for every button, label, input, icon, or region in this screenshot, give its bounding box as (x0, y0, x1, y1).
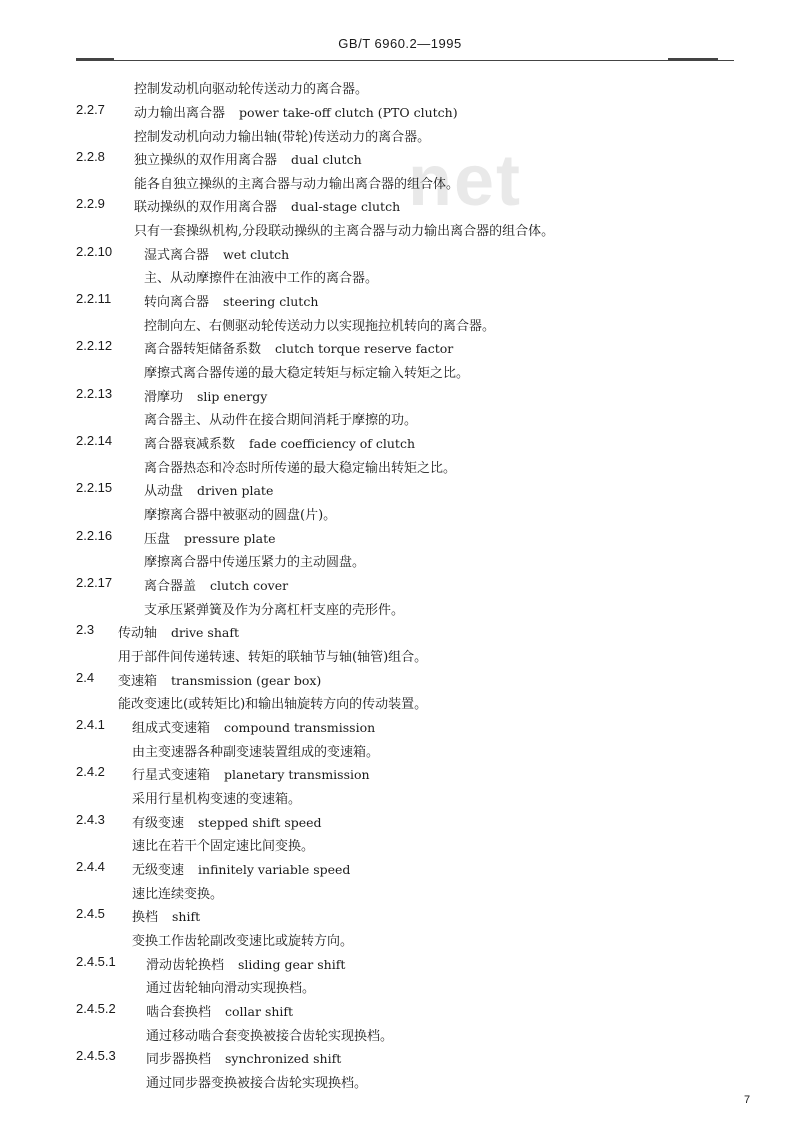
clause-number: 2.2.10 (76, 244, 113, 259)
term-english: fade coefficiency of clutch (249, 436, 416, 451)
term-english: planetary transmission (224, 767, 370, 782)
clause-number: 2.2.14 (76, 433, 113, 448)
term-entry (144, 480, 273, 499)
clause-number: 2.3 (76, 622, 95, 637)
clause-number: 2.2.17 (76, 575, 113, 590)
term-english: power take-off clutch (PTO clutch) (239, 105, 458, 120)
term-chinese: 啮合套换档 (146, 1005, 212, 1020)
clause-number: 2.2.7 (76, 102, 105, 117)
term-entry (132, 764, 370, 783)
term-definition: 离合器主、从动件在接合期间消耗于摩擦的功。 (144, 413, 418, 428)
term-entry (144, 244, 289, 263)
term-english: synchronized shift (225, 1051, 342, 1066)
term-definition: 用于部件间传递转速、转矩的联轴节与轴(轴管)组合。 (118, 650, 428, 665)
term-entry (134, 149, 362, 168)
header-rule (76, 60, 734, 61)
term-entry (132, 717, 375, 736)
term-english: compound transmission (224, 720, 376, 735)
term-entry (118, 670, 321, 689)
clause-number: 2.4 (76, 670, 95, 685)
term-chinese: 独立操纵的双作用离合器 (134, 153, 278, 168)
clause-number: 2.2.13 (76, 386, 113, 401)
page-header: GB/T 6960.2—1995 (338, 36, 462, 51)
term-chinese: 动力输出离合器 (134, 106, 226, 121)
term-chinese: 同步器换档 (146, 1052, 212, 1067)
term-definition: 离合器热态和冷态时所传递的最大稳定输出转矩之比。 (144, 461, 457, 476)
clause-number: 2.4.2 (76, 764, 105, 779)
term-english: sliding gear shift (238, 957, 346, 972)
term-definition: 支承压紧弹簧及作为分离杠杆支座的壳形件。 (144, 603, 405, 618)
clause-number: 2.2.9 (76, 196, 105, 211)
term-english: pressure plate (184, 531, 276, 546)
term-entry (134, 102, 458, 121)
clause-number: 2.2.11 (76, 291, 112, 306)
term-chinese: 传动轴 (118, 626, 158, 641)
term-definition: 摩擦离合器中被驱动的圆盘(片)。 (144, 508, 337, 523)
term-chinese: 行星式变速箱 (132, 768, 211, 783)
term-chinese: 离合器衰减系数 (144, 437, 236, 452)
term-definition: 摩擦式离合器传递的最大稳定转矩与标定输入转矩之比。 (144, 366, 470, 381)
term-chinese: 滑摩功 (144, 390, 184, 405)
term-english: dual-stage clutch (291, 199, 401, 214)
term-english: transmission (gear box) (171, 673, 322, 688)
term-entry (144, 338, 453, 357)
header-rule-mark-right (668, 58, 718, 60)
term-chinese: 变速箱 (118, 674, 158, 689)
clause-number: 2.2.12 (76, 338, 113, 353)
term-entry (132, 859, 350, 878)
term-entry (132, 812, 322, 831)
clause-number: 2.4.1 (76, 717, 105, 732)
term-entry (144, 291, 318, 310)
term-chinese: 换档 (132, 910, 159, 925)
clause-number: 2.4.4 (76, 859, 105, 874)
term-english: clutch torque reserve factor (275, 341, 454, 356)
term-english: steering clutch (223, 294, 319, 309)
term-chinese: 离合器盖 (144, 579, 197, 594)
term-english: driven plate (197, 483, 274, 498)
term-definition: 能改变速比(或转矩比)和输出轴旋转方向的传动装置。 (118, 697, 428, 712)
clause-number: 2.4.5 (76, 906, 105, 921)
term-definition: 控制发动机向驱动轮传送动力的离合器。 (134, 82, 369, 97)
clause-number: 2.4.3 (76, 812, 105, 827)
term-english: stepped shift speed (198, 815, 322, 830)
term-english: wet clutch (223, 247, 290, 262)
term-chinese: 滑动齿轮换档 (146, 958, 225, 973)
term-entry (146, 1048, 341, 1067)
term-english: shift (172, 909, 201, 924)
term-definition: 摩擦离合器中传递压紧力的主动圆盘。 (144, 555, 366, 570)
term-chinese: 组成式变速箱 (132, 721, 211, 736)
term-chinese: 无级变速 (132, 863, 185, 878)
term-definition: 通过移动啮合套变换被接合齿轮实现换档。 (146, 1029, 394, 1044)
term-chinese: 压盘 (144, 532, 171, 547)
term-entry (146, 954, 345, 973)
term-entry (118, 622, 239, 641)
term-chinese: 有级变速 (132, 816, 185, 831)
clause-number: 2.2.15 (76, 480, 113, 495)
term-english: drive shaft (171, 625, 239, 640)
term-entry (146, 1001, 293, 1020)
term-definition: 由主变速器各种副变速装置组成的变速箱。 (132, 745, 380, 760)
term-definition: 通过齿轮轴向滑动实现换档。 (146, 981, 316, 996)
clause-number: 2.2.8 (76, 149, 105, 164)
term-entry (144, 528, 276, 547)
term-entry (144, 433, 415, 452)
term-entry (134, 196, 400, 215)
term-chinese: 离合器转矩储备系数 (144, 342, 262, 357)
term-entry (144, 575, 288, 594)
term-definition: 采用行星机构变速的变速箱。 (132, 792, 302, 807)
clause-number: 2.2.16 (76, 528, 113, 543)
term-definition: 控制向左、右侧驱动轮传送动力以实现拖拉机转向的离合器。 (144, 319, 496, 334)
term-definition: 通过同步器变换被接合齿轮实现换档。 (146, 1076, 368, 1091)
header-rule-mark-left (76, 58, 114, 60)
clause-number: 2.4.5.3 (76, 1048, 116, 1063)
term-english: clutch cover (210, 578, 289, 593)
watermark: net (408, 141, 522, 221)
term-english: dual clutch (291, 152, 362, 167)
term-definition: 控制发动机向动力输出轴(带轮)传送动力的离合器。 (134, 130, 431, 145)
term-definition: 只有一套操纵机构,分段联动操纵的主离合器与动力输出离合器的组合体。 (134, 224, 555, 239)
term-definition: 速比在若干个固定速比间变换。 (132, 839, 315, 854)
page-number: 7 (744, 1094, 751, 1106)
term-english: infinitely variable speed (198, 862, 351, 877)
term-entry (132, 906, 200, 925)
term-definition: 能各自独立操纵的主离合器与动力输出离合器的组合体。 (134, 177, 460, 192)
term-english: collar shift (225, 1004, 294, 1019)
term-chinese: 湿式离合器 (144, 248, 210, 263)
clause-number: 2.4.5.1 (76, 954, 116, 969)
term-chinese: 从动盘 (144, 484, 184, 499)
term-chinese: 转向离合器 (144, 295, 210, 310)
term-definition: 变换工作齿轮副改变速比或旋转方向。 (132, 934, 354, 949)
term-entry (144, 386, 267, 405)
term-definition: 速比连续变换。 (132, 887, 224, 902)
term-english: slip energy (197, 389, 268, 404)
term-chinese: 联动操纵的双作用离合器 (134, 200, 278, 215)
clause-number: 2.4.5.2 (76, 1001, 116, 1016)
term-definition: 主、从动摩擦件在油液中工作的离合器。 (144, 271, 379, 286)
